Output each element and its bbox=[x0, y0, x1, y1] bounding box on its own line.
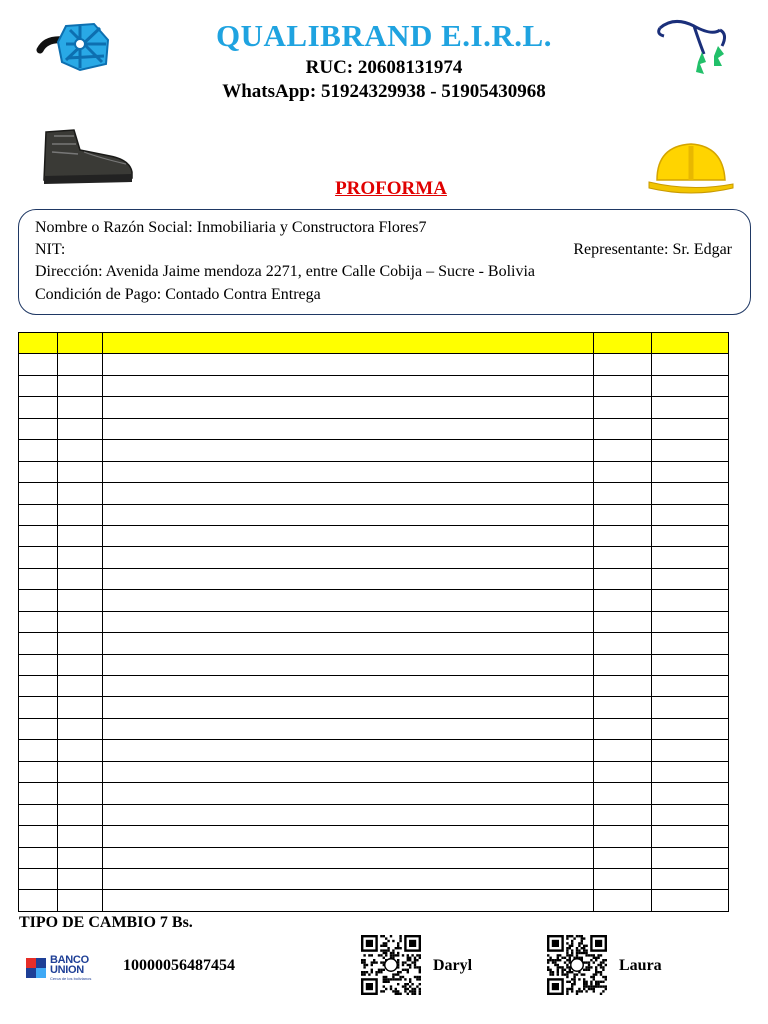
table-cell bbox=[103, 633, 594, 654]
client-info-box bbox=[18, 209, 751, 315]
table-cell bbox=[58, 740, 103, 761]
table-cell bbox=[594, 547, 652, 568]
table-cell bbox=[594, 375, 652, 396]
table-cell bbox=[103, 718, 594, 739]
table-cell bbox=[652, 761, 729, 782]
table-cell bbox=[594, 525, 652, 546]
table-cell bbox=[58, 611, 103, 632]
table-cell bbox=[594, 826, 652, 847]
table-cell bbox=[652, 440, 729, 461]
table-cell bbox=[19, 547, 58, 568]
table-cell bbox=[652, 525, 729, 546]
table-cell bbox=[19, 461, 58, 482]
table-cell bbox=[103, 418, 594, 439]
header-cell bbox=[58, 333, 103, 354]
table-row bbox=[19, 890, 729, 911]
qr-code-icon bbox=[547, 935, 607, 995]
table-cell bbox=[19, 611, 58, 632]
table-cell bbox=[19, 418, 58, 439]
table-cell bbox=[58, 826, 103, 847]
table-cell bbox=[594, 397, 652, 418]
table-row bbox=[19, 654, 729, 675]
table-cell bbox=[58, 633, 103, 654]
table-row bbox=[19, 847, 729, 868]
header-cell bbox=[103, 333, 594, 354]
table-row bbox=[19, 826, 729, 847]
table-row bbox=[19, 568, 729, 589]
table-cell bbox=[58, 568, 103, 589]
table-cell bbox=[58, 483, 103, 504]
table-row bbox=[19, 868, 729, 889]
header-cell bbox=[594, 333, 652, 354]
table-row bbox=[19, 718, 729, 739]
table-cell bbox=[652, 697, 729, 718]
table-cell bbox=[103, 354, 594, 375]
table-cell bbox=[58, 676, 103, 697]
table-cell bbox=[19, 633, 58, 654]
bank-account-number: 10000056487454 bbox=[123, 957, 235, 974]
table-cell bbox=[103, 804, 594, 825]
table-cell bbox=[19, 483, 58, 504]
table-cell bbox=[19, 740, 58, 761]
table-row bbox=[19, 547, 729, 568]
table-cell bbox=[19, 847, 58, 868]
table-cell bbox=[652, 483, 729, 504]
company-whatsapp: WhatsApp: 51924329938 - 51905430968 bbox=[222, 81, 546, 102]
table-cell bbox=[58, 418, 103, 439]
table-cell bbox=[58, 804, 103, 825]
table-cell bbox=[103, 783, 594, 804]
contact-name-2: Laura bbox=[619, 957, 662, 974]
table-cell bbox=[58, 590, 103, 611]
table-cell bbox=[58, 375, 103, 396]
bank-tagline: Cerca de los bolivianos bbox=[50, 976, 92, 981]
table-cell bbox=[19, 697, 58, 718]
table-cell bbox=[594, 761, 652, 782]
qr-code-icon bbox=[361, 935, 421, 995]
table-cell bbox=[19, 440, 58, 461]
table-cell bbox=[652, 590, 729, 611]
bank-logo bbox=[25, 953, 105, 985]
table-cell bbox=[594, 740, 652, 761]
table-cell bbox=[58, 783, 103, 804]
table-row bbox=[19, 525, 729, 546]
table-cell bbox=[652, 804, 729, 825]
client-name: Nombre o Razón Social: Inmobiliaria y Constructora Flores7 bbox=[35, 219, 427, 236]
table-cell bbox=[652, 461, 729, 482]
table-cell bbox=[652, 676, 729, 697]
table-cell bbox=[652, 826, 729, 847]
table-cell bbox=[652, 611, 729, 632]
table-cell bbox=[19, 890, 58, 911]
table-cell bbox=[594, 418, 652, 439]
table-row bbox=[19, 504, 729, 525]
header-cell bbox=[19, 333, 58, 354]
table-cell bbox=[58, 718, 103, 739]
table-cell bbox=[19, 804, 58, 825]
table-cell bbox=[19, 397, 58, 418]
table-cell bbox=[19, 718, 58, 739]
items-table bbox=[18, 332, 729, 912]
table-row bbox=[19, 740, 729, 761]
table-cell bbox=[58, 697, 103, 718]
table-row bbox=[19, 375, 729, 396]
table-cell bbox=[594, 868, 652, 889]
table-cell bbox=[58, 525, 103, 546]
table-cell bbox=[19, 504, 58, 525]
table-cell bbox=[652, 354, 729, 375]
table-cell bbox=[58, 761, 103, 782]
table-cell bbox=[103, 611, 594, 632]
table-cell bbox=[58, 354, 103, 375]
table-cell bbox=[103, 740, 594, 761]
table-row bbox=[19, 633, 729, 654]
table-cell bbox=[103, 847, 594, 868]
table-cell bbox=[103, 654, 594, 675]
table-cell bbox=[594, 654, 652, 675]
table-cell bbox=[19, 568, 58, 589]
table-cell bbox=[652, 504, 729, 525]
table-header-row bbox=[19, 333, 729, 354]
table-row bbox=[19, 611, 729, 632]
table-row bbox=[19, 783, 729, 804]
table-cell bbox=[19, 354, 58, 375]
table-cell bbox=[652, 418, 729, 439]
exchange-rate: TIPO DE CAMBIO 7 Bs. bbox=[19, 914, 193, 931]
table-cell bbox=[103, 868, 594, 889]
client-payment: Condición de Pago: Contado Contra Entrega bbox=[35, 286, 321, 303]
table-cell bbox=[652, 718, 729, 739]
contact-name-1: Daryl bbox=[433, 957, 473, 974]
table-cell bbox=[103, 590, 594, 611]
company-name: QUALIBRAND E.I.R.L. bbox=[216, 18, 552, 53]
client-nit: NIT: bbox=[35, 241, 66, 258]
table-cell bbox=[103, 676, 594, 697]
table-cell bbox=[103, 440, 594, 461]
table-cell bbox=[58, 397, 103, 418]
table-cell bbox=[594, 590, 652, 611]
table-cell bbox=[103, 547, 594, 568]
table-cell bbox=[103, 525, 594, 546]
table-row bbox=[19, 697, 729, 718]
table-cell bbox=[594, 804, 652, 825]
table-cell bbox=[103, 697, 594, 718]
table-cell bbox=[19, 868, 58, 889]
table-row bbox=[19, 418, 729, 439]
table-cell bbox=[652, 547, 729, 568]
table-cell bbox=[103, 761, 594, 782]
table-cell bbox=[652, 397, 729, 418]
bank-name-1: BANCO bbox=[50, 954, 89, 966]
bank-name-2: UNION bbox=[50, 964, 84, 976]
table-cell bbox=[103, 461, 594, 482]
table-cell bbox=[58, 440, 103, 461]
company-ruc: RUC: 20608131974 bbox=[305, 57, 463, 78]
table-cell bbox=[594, 783, 652, 804]
table-cell bbox=[58, 890, 103, 911]
table-cell bbox=[594, 676, 652, 697]
table-cell bbox=[19, 783, 58, 804]
table-cell bbox=[19, 590, 58, 611]
table-cell bbox=[652, 740, 729, 761]
table-cell bbox=[103, 890, 594, 911]
table-cell bbox=[103, 826, 594, 847]
table-row bbox=[19, 483, 729, 504]
table-cell bbox=[594, 354, 652, 375]
table-cell bbox=[652, 847, 729, 868]
table-cell bbox=[58, 504, 103, 525]
bank-logo-icon bbox=[25, 956, 49, 980]
table-row bbox=[19, 397, 729, 418]
table-cell bbox=[103, 483, 594, 504]
table-cell bbox=[19, 375, 58, 396]
table-cell bbox=[594, 718, 652, 739]
client-representative: Representante: Sr. Edgar bbox=[573, 241, 732, 258]
table-cell bbox=[103, 504, 594, 525]
table-row bbox=[19, 440, 729, 461]
table-cell bbox=[594, 568, 652, 589]
table-row bbox=[19, 761, 729, 782]
table-cell bbox=[652, 783, 729, 804]
table-cell bbox=[652, 654, 729, 675]
table-cell bbox=[58, 461, 103, 482]
table-cell bbox=[652, 890, 729, 911]
table-cell bbox=[19, 826, 58, 847]
table-cell bbox=[594, 440, 652, 461]
table-cell bbox=[58, 654, 103, 675]
table-cell bbox=[103, 568, 594, 589]
table-row bbox=[19, 354, 729, 375]
table-cell bbox=[652, 375, 729, 396]
table-cell bbox=[594, 890, 652, 911]
table-row bbox=[19, 461, 729, 482]
table-row bbox=[19, 676, 729, 697]
table-cell bbox=[652, 868, 729, 889]
header-cell bbox=[652, 333, 729, 354]
document-title: PROFORMA bbox=[335, 178, 447, 199]
table-cell bbox=[652, 568, 729, 589]
table-row bbox=[19, 804, 729, 825]
table-cell bbox=[594, 847, 652, 868]
table-row bbox=[19, 590, 729, 611]
table-cell bbox=[19, 525, 58, 546]
table-cell bbox=[103, 397, 594, 418]
table-cell bbox=[58, 868, 103, 889]
table-cell bbox=[594, 483, 652, 504]
client-address: Dirección: Avenida Jaime mendoza 2271, entre Calle Cobija – Sucre - Bolivia bbox=[35, 263, 535, 280]
table-cell bbox=[103, 375, 594, 396]
table-cell bbox=[58, 847, 103, 868]
table-cell bbox=[58, 547, 103, 568]
table-cell bbox=[594, 461, 652, 482]
table-cell bbox=[594, 611, 652, 632]
table-cell bbox=[19, 761, 58, 782]
table-cell bbox=[594, 504, 652, 525]
table-cell bbox=[594, 697, 652, 718]
table-cell bbox=[594, 633, 652, 654]
table-cell bbox=[652, 633, 729, 654]
table-cell bbox=[19, 676, 58, 697]
table-cell bbox=[19, 654, 58, 675]
